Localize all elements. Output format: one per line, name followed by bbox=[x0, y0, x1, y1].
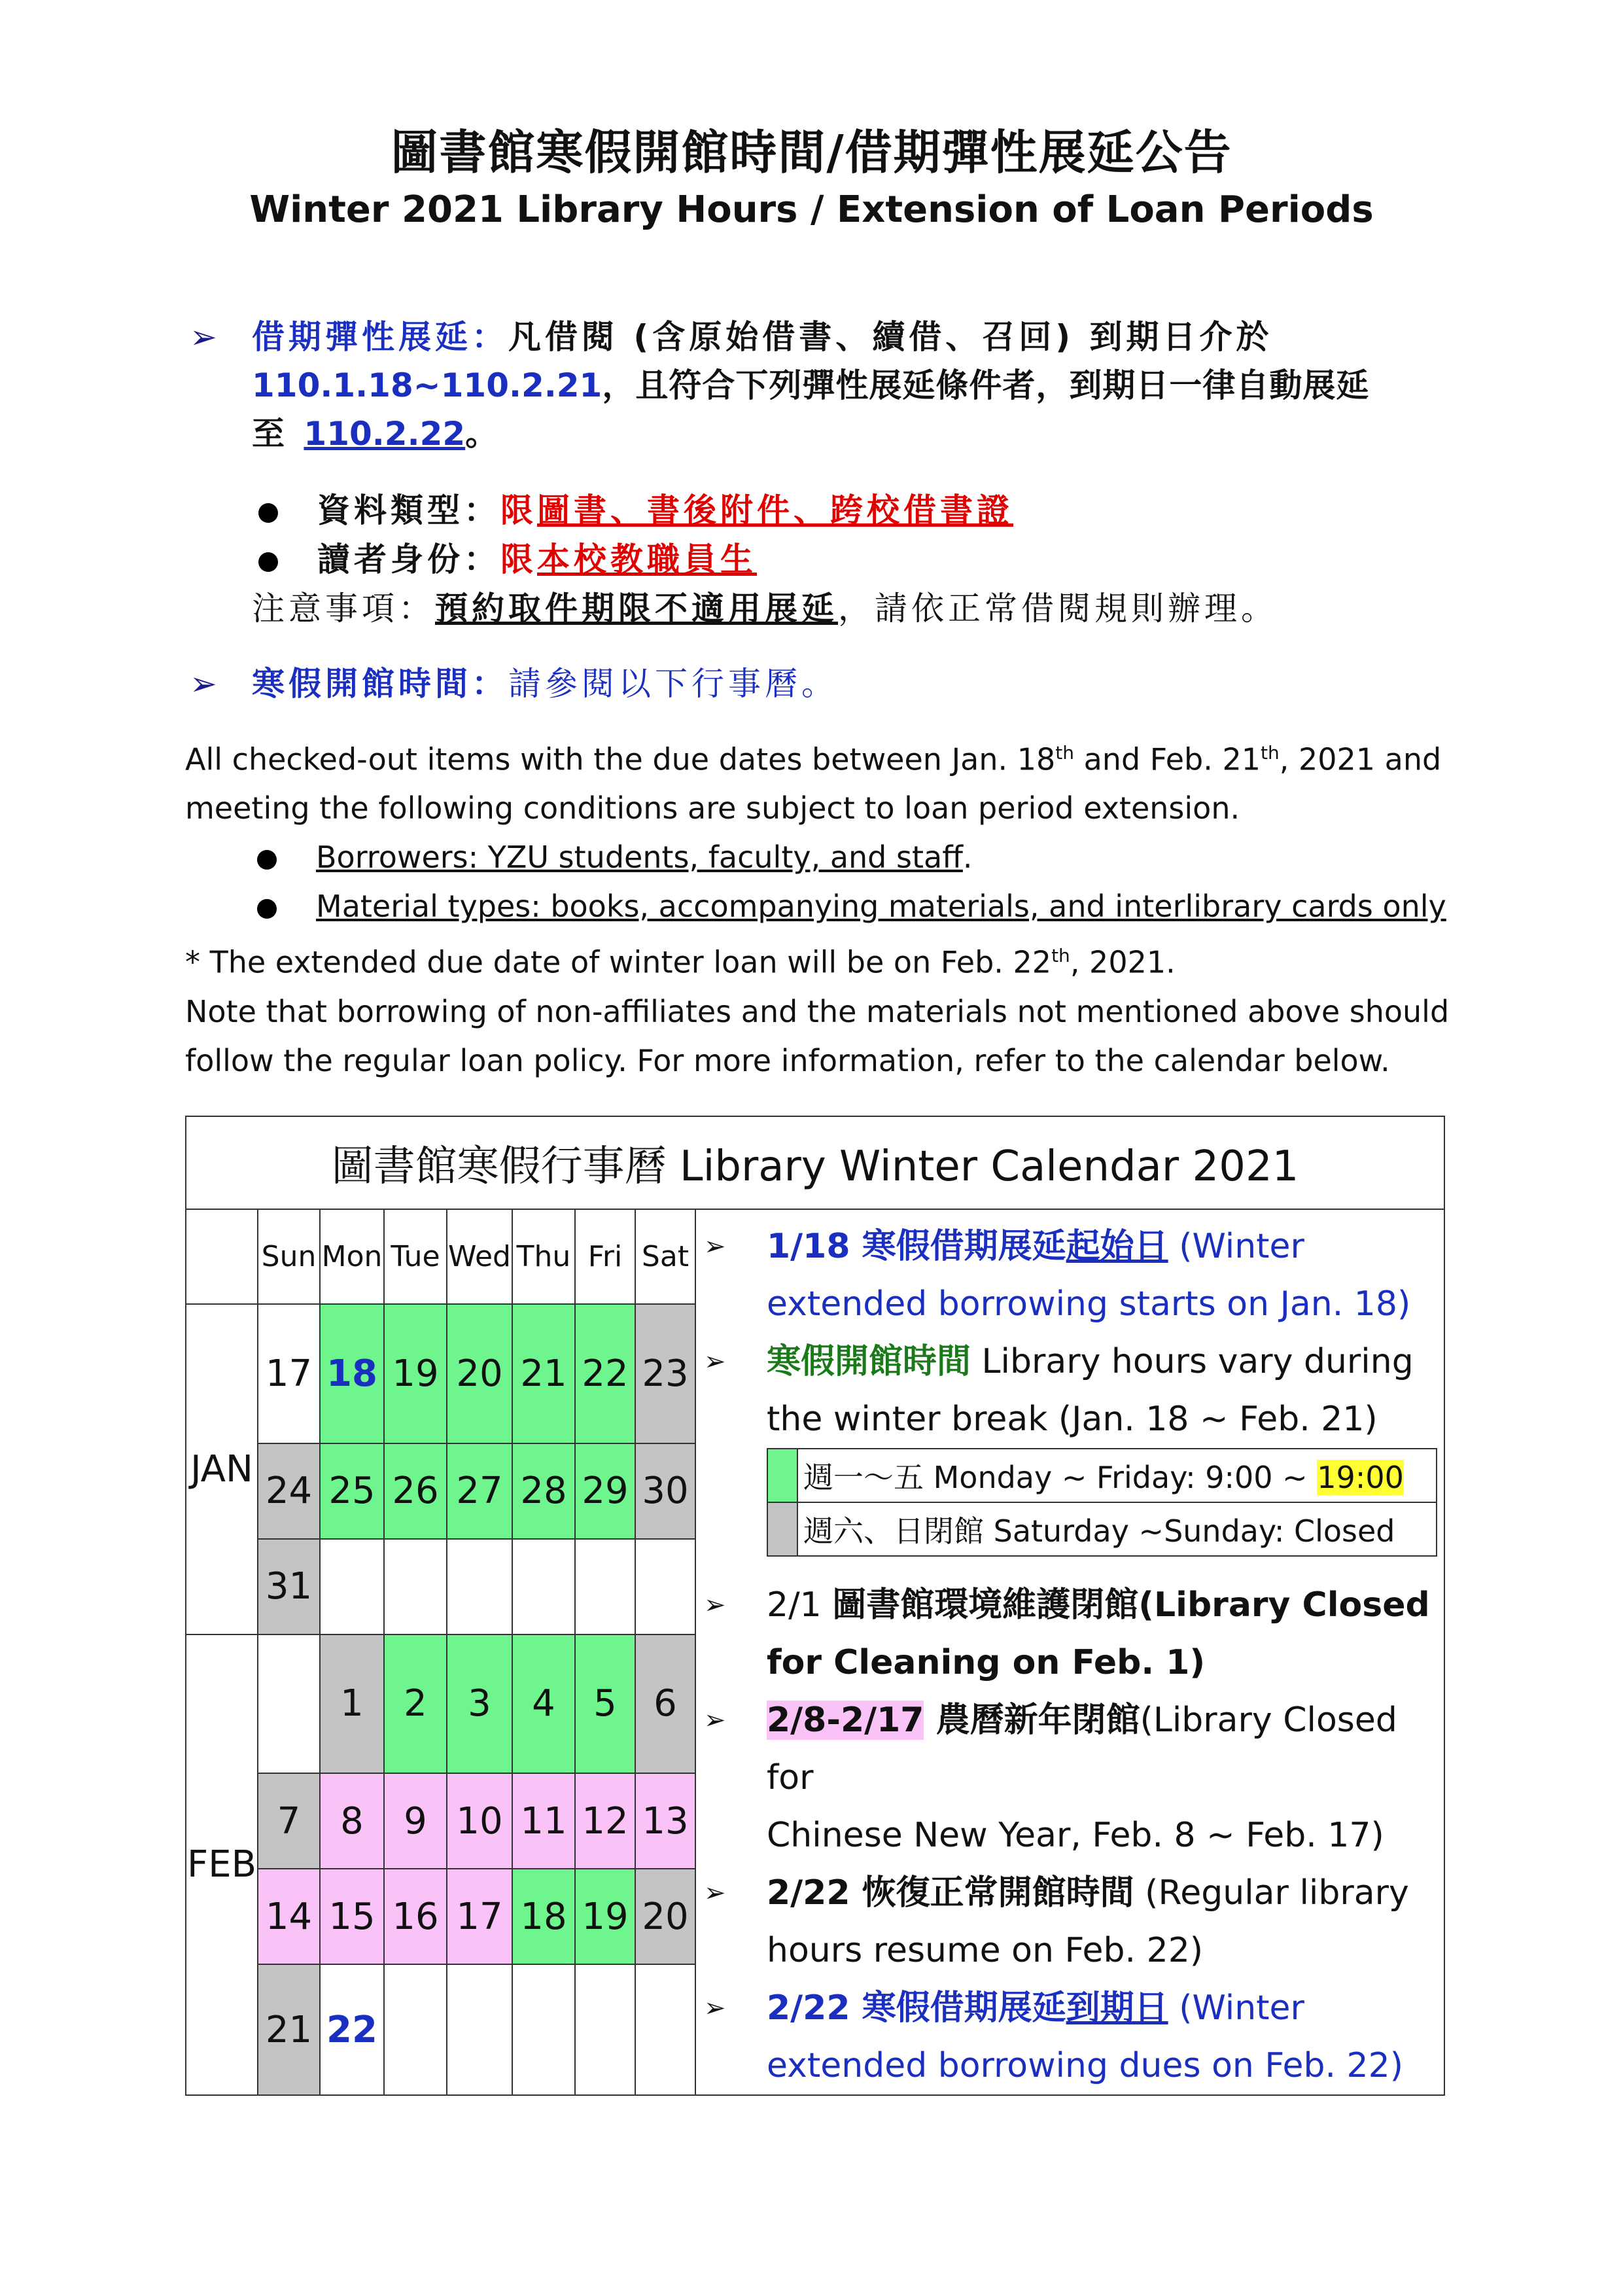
note-regular-hours bbox=[696, 1864, 1444, 1979]
date-cell: 15 bbox=[320, 1869, 384, 1964]
legend-close-time: 19:00 bbox=[1317, 1460, 1404, 1495]
extension-text-2: ，且符合下列彈性展延條件者，到期日一律自動展延 bbox=[602, 366, 1370, 404]
date-cell: 19 bbox=[575, 1869, 635, 1964]
legend-weekend bbox=[797, 1502, 1437, 1556]
note-line bbox=[252, 584, 1278, 633]
extension-to: 至 bbox=[252, 415, 304, 453]
date-cell: 12 bbox=[575, 1773, 635, 1869]
english-text: meeting the following conditions are subject to loan period extension. bbox=[185, 790, 1240, 826]
note-en: for Cleaning on Feb. 1) bbox=[767, 1643, 1206, 1682]
reader-identity-value: 本校教職員生 bbox=[537, 540, 757, 578]
bullet-icon bbox=[258, 503, 278, 523]
day-header: Tue bbox=[384, 1209, 447, 1304]
date-cell-highlight: 18 bbox=[320, 1304, 384, 1443]
arrow-icon: ➢ bbox=[704, 1705, 726, 1735]
legend-swatch-green bbox=[767, 1449, 797, 1502]
arrow-icon: ➢ bbox=[190, 318, 221, 356]
date-cell bbox=[575, 1964, 635, 2095]
note-en: extended borrowing dues on Feb. 22) bbox=[767, 2046, 1403, 2085]
english-bullet-materials: Material types: books, accompanying materials, and interlibrary cards only bbox=[316, 889, 1446, 925]
note-en: extended borrowing starts on Jan. 18) bbox=[767, 1284, 1411, 1324]
date-cell: 20 bbox=[635, 1869, 695, 1964]
hours-text: 請參閱以下行事曆。 bbox=[508, 665, 838, 703]
date-cell: 21 bbox=[258, 1964, 320, 2095]
month-label-feb: FEB bbox=[186, 1634, 258, 2096]
note-en: (Regular library bbox=[1134, 1873, 1409, 1913]
date-cell bbox=[447, 1539, 512, 1634]
date-cell: 3 bbox=[447, 1634, 512, 1774]
english-text: Note that borrowing of non-affiliates and the materials not mentioned above should bbox=[185, 993, 1450, 1029]
day-header: Thu bbox=[512, 1209, 575, 1304]
english-text: . bbox=[962, 839, 973, 875]
date-cell: 2 bbox=[384, 1634, 447, 1774]
date-cell bbox=[512, 1964, 575, 2095]
date-cell-highlight: 22 bbox=[320, 1964, 384, 2095]
date-cell bbox=[512, 1539, 575, 1634]
legend-swatch-gray bbox=[767, 1502, 797, 1556]
note-en: (Winter bbox=[1179, 1227, 1304, 1266]
date-cell: 25 bbox=[320, 1443, 384, 1539]
english-text: , 2021. bbox=[1070, 944, 1176, 980]
english-text: , 2021 and bbox=[1279, 741, 1442, 777]
date-cell: 30 bbox=[635, 1443, 695, 1539]
note-date: 2/1 bbox=[767, 1585, 833, 1625]
note-borrowing-start bbox=[696, 1218, 1444, 1333]
date-cell bbox=[635, 1964, 695, 2095]
note-en: the winter break (Jan. 18 ~ Feb. 21) bbox=[767, 1400, 1378, 1439]
hours-label: 寒假開館時間： bbox=[252, 665, 508, 703]
date-cell: 20 bbox=[447, 1304, 512, 1443]
date-cell bbox=[635, 1539, 695, 1634]
note-zh: 寒假借期展延 bbox=[862, 1227, 1066, 1266]
day-header: Sun bbox=[258, 1209, 320, 1304]
arrow-icon: ➢ bbox=[704, 1231, 726, 1262]
note-cleaning bbox=[696, 1576, 1444, 1691]
extension-due: 110.2.22 bbox=[304, 415, 466, 453]
date-cell: 21 bbox=[512, 1304, 575, 1443]
legend-weekday bbox=[797, 1449, 1437, 1502]
ordinal-suffix: th bbox=[1261, 742, 1280, 764]
date-cell: 19 bbox=[384, 1304, 447, 1443]
note-rest: ，請依正常借閱規則辦理。 bbox=[838, 590, 1278, 627]
date-cell: 16 bbox=[384, 1869, 447, 1964]
material-type-label: 資料類型： bbox=[317, 491, 500, 529]
english-text: and Feb. 21 bbox=[1073, 741, 1261, 777]
extension-end: 。 bbox=[465, 415, 502, 453]
date-cell: 4 bbox=[512, 1634, 575, 1774]
note-zh: 恢復正常開館時間 bbox=[862, 1873, 1134, 1913]
note-en: (Library Closed bbox=[1138, 1585, 1430, 1625]
hours-legend bbox=[696, 1448, 1444, 1557]
date-cell: 17 bbox=[447, 1869, 512, 1964]
note-date: 2/22 bbox=[767, 1988, 862, 2028]
day-header: Wed bbox=[447, 1209, 512, 1304]
note-zh: 寒假開館時間 bbox=[767, 1342, 971, 1381]
bullet-reader-identity bbox=[258, 535, 757, 584]
note-en: (Winter bbox=[1168, 1988, 1304, 2028]
date-cell: 31 bbox=[258, 1539, 320, 1634]
date-cell: 11 bbox=[512, 1773, 575, 1869]
date-cell: 26 bbox=[384, 1443, 447, 1539]
extension-label: 借期彈性展延： bbox=[252, 318, 508, 356]
note-winter-hours bbox=[696, 1333, 1444, 1448]
note-zh: 寒假借期展延 bbox=[862, 1988, 1066, 2028]
arrow-icon: ➢ bbox=[704, 1993, 726, 2023]
note-date: 1/18 bbox=[767, 1227, 862, 1266]
english-text: * The extended due date of winter loan will be on Feb. 22 bbox=[185, 944, 1052, 980]
date-cell: 27 bbox=[447, 1443, 512, 1539]
note-en: (Library Closed for bbox=[767, 1701, 1397, 1797]
date-cell: 18 bbox=[512, 1869, 575, 1964]
date-cell: 13 bbox=[635, 1773, 695, 1869]
ordinal-suffix: th bbox=[1051, 945, 1070, 967]
date-cell: 10 bbox=[447, 1773, 512, 1869]
date-cell: 28 bbox=[512, 1443, 575, 1539]
date-cell: 24 bbox=[258, 1443, 320, 1539]
note-date: 2/22 bbox=[767, 1873, 862, 1913]
date-cell bbox=[384, 1539, 447, 1634]
corner-cell bbox=[186, 1209, 258, 1304]
bullet-icon bbox=[257, 899, 277, 919]
arrow-icon: ➢ bbox=[704, 1347, 726, 1377]
english-bullet-borrowers: Borrowers: YZU students, faculty, and staff bbox=[316, 839, 963, 875]
date-cell bbox=[447, 1964, 512, 2095]
legend-en: Saturday ~Sunday: Closed bbox=[984, 1513, 1395, 1549]
note-en: Library hours vary during bbox=[981, 1342, 1414, 1381]
bullet-material-type bbox=[258, 486, 1013, 535]
legend-zh: 週六、日閉館 bbox=[803, 1513, 984, 1549]
date-cell: 5 bbox=[575, 1634, 635, 1774]
reader-identity-label: 讀者身份： bbox=[317, 540, 500, 578]
page-title-zh: 圖書館寒假開館時間/借期彈性展延公告 bbox=[391, 125, 1232, 180]
hours-line bbox=[252, 660, 838, 708]
bullet-icon bbox=[257, 850, 277, 870]
english-text: All checked-out items with the due dates between Jan. 18 bbox=[185, 741, 1056, 777]
note-date: 2/8-2/17 bbox=[767, 1701, 924, 1740]
reader-identity-limit: 限 bbox=[500, 540, 537, 578]
note-new-year bbox=[696, 1691, 1444, 1864]
day-header: Fri bbox=[575, 1209, 635, 1304]
date-cell: 6 bbox=[635, 1634, 695, 1774]
calendar-title: 圖書館寒假行事曆 Library Winter Calendar 2021 bbox=[186, 1116, 1444, 1209]
date-cell: 14 bbox=[258, 1869, 320, 1964]
date-cell: 8 bbox=[320, 1773, 384, 1869]
winter-calendar bbox=[185, 1116, 1445, 2096]
extension-dates: 110.1.18~110.2.21 bbox=[252, 366, 602, 404]
material-type-value: 圖書、書後附件、跨校借書證 bbox=[537, 491, 1013, 529]
date-cell bbox=[258, 1634, 320, 1774]
arrow-icon: ➢ bbox=[190, 665, 221, 703]
calendar-notes bbox=[695, 1209, 1444, 2095]
date-cell: 1 bbox=[320, 1634, 384, 1774]
material-type-limit: 限 bbox=[500, 491, 537, 529]
note-borrowing-due bbox=[696, 1979, 1444, 2094]
legend-zh: 週一～五 bbox=[803, 1460, 924, 1495]
date-cell: 7 bbox=[258, 1773, 320, 1869]
note-zh: 農曆新年閉館 bbox=[924, 1701, 1140, 1740]
arrow-icon: ➢ bbox=[704, 1590, 726, 1620]
note-label: 注意事項： bbox=[252, 590, 435, 627]
extension-text-1: 凡借閱 (含原始借書、續借、召回) 到期日介於 bbox=[508, 318, 1273, 356]
note-en: Chinese New Year, Feb. 8 ~ Feb. 17) bbox=[767, 1816, 1384, 1855]
arrow-icon: ➢ bbox=[704, 1878, 726, 1908]
date-cell: 22 bbox=[575, 1304, 635, 1443]
bullet-icon bbox=[258, 552, 278, 572]
date-cell: 9 bbox=[384, 1773, 447, 1869]
ordinal-suffix: th bbox=[1055, 742, 1074, 764]
date-cell bbox=[320, 1539, 384, 1634]
page-title-en: Winter 2021 Library Hours / Extension of Loan Periods bbox=[249, 188, 1374, 231]
date-cell bbox=[384, 1964, 447, 2095]
note-en: hours resume on Feb. 22) bbox=[767, 1931, 1204, 1970]
day-header: Sat bbox=[635, 1209, 695, 1304]
extension-paragraph bbox=[252, 313, 1456, 458]
date-cell bbox=[575, 1539, 635, 1634]
legend-en: Monday ~ Friday: 9:00 ~ bbox=[924, 1460, 1318, 1495]
month-label-jan: JAN bbox=[186, 1304, 258, 1634]
date-cell: 23 bbox=[635, 1304, 695, 1443]
note-zh: 圖書館環境維護閉館 bbox=[832, 1585, 1139, 1625]
note-bold: 預約取件期限不適用展延 bbox=[435, 590, 838, 627]
english-text: follow the regular loan policy. For more information, refer to the calendar below. bbox=[185, 1042, 1390, 1078]
note-zh: 到期日 bbox=[1066, 1988, 1168, 2028]
day-header: Mon bbox=[320, 1209, 384, 1304]
note-zh: 起始日 bbox=[1066, 1227, 1168, 1266]
date-cell: 29 bbox=[575, 1443, 635, 1539]
english-paragraph bbox=[185, 728, 1493, 1086]
date-cell: 17 bbox=[258, 1304, 320, 1443]
